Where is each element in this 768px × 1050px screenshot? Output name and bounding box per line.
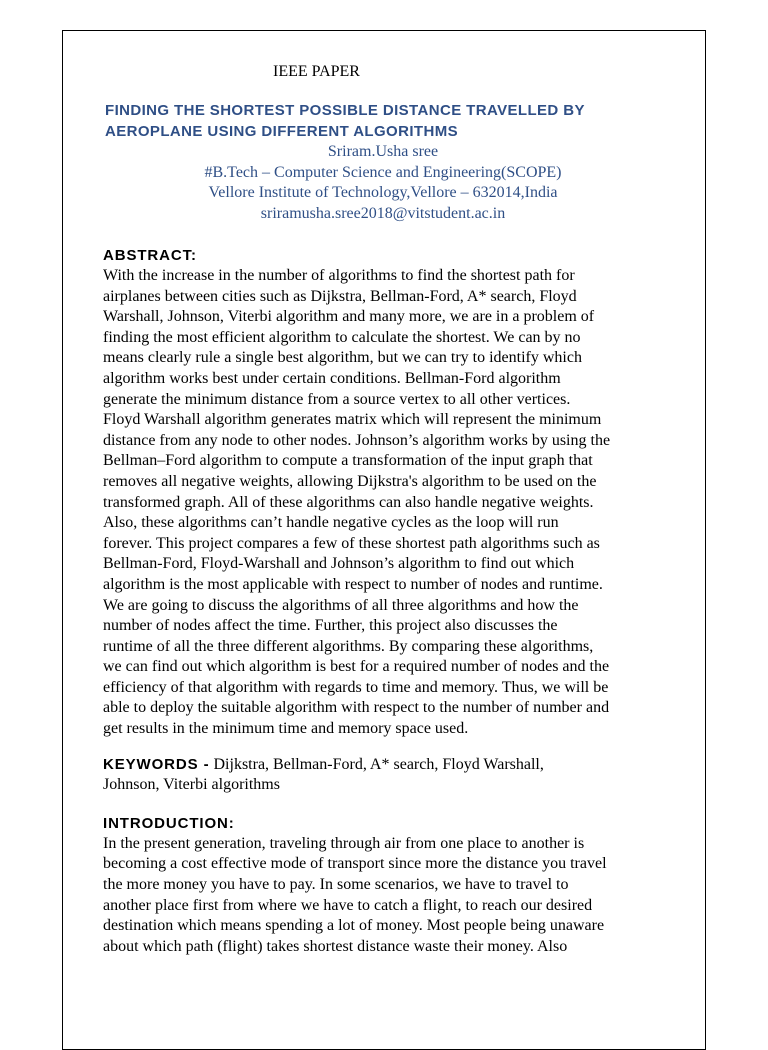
introduction-line: about which path (flight) takes shortest distance waste their money. Also — [103, 937, 568, 955]
abstract-line: transformed graph. All of these algorithms can also handle negative weights. — [103, 493, 594, 511]
paper-title — [105, 100, 663, 142]
abstract-line: efficiency of that algorithm with regards to time and memory. Thus, we will be — [103, 678, 609, 696]
abstract-heading: ABSTRACT: — [103, 247, 197, 264]
abstract-line: Floyd Warshall algorithm generates matrix which will represent the minimum — [103, 411, 602, 429]
abstract-line: algorithm is the most applicable with respect to number of nodes and runtime. — [103, 575, 603, 593]
abstract-line: removes all negative weights, allowing Dijkstra's algorithm to be used on the — [103, 472, 597, 490]
paper-title-line: AEROPLANE USING DIFFERENT ALGORITHMS — [105, 123, 459, 140]
introduction-line: the more money you have to pay. In some scenarios, we have to travel to — [103, 876, 569, 894]
author-institution: Vellore Institute of Technology,Vellore – 632014,India — [208, 184, 558, 201]
introduction-line: In the present generation, traveling through air from one place to another is — [103, 834, 585, 852]
keywords-line — [103, 755, 663, 776]
abstract-line: airplanes between cities such as Dijkstra, Bellman-Ford, A* search, Floyd — [103, 287, 577, 305]
keywords-label: KEYWORDS - — [103, 755, 210, 773]
keywords-list: Dijkstra, Bellman-Ford, A* search, Floyd Warshall, — [209, 755, 544, 773]
paper-page — [103, 58, 663, 957]
abstract-body — [103, 266, 663, 740]
abstract-line: Warshall, Johnson, Viterbi algorithm and many more, we are in a problem of — [103, 308, 595, 326]
keywords-list-continued: Johnson, Viterbi algorithms — [103, 776, 280, 794]
paper-label: IEEE PAPER — [273, 63, 360, 80]
introduction-body — [103, 834, 663, 958]
abstract-line: means clearly rule a single best algorithm, but we can try to identify which — [103, 349, 582, 367]
introduction-line: becoming a cost effective mode of transport since more the distance you travel — [103, 855, 607, 873]
abstract-line: Bellman–Ford algorithm to compute a transformation of the input graph that — [103, 452, 593, 470]
abstract-line: we can find out which algorithm is best for a required number of nodes and the — [103, 658, 610, 676]
abstract-line: number of nodes affect the time. Further, this project also discusses the — [103, 617, 558, 635]
keywords-section — [103, 755, 663, 796]
abstract-line: finding the most efficient algorithm to calculate the shortest. We can by no — [103, 328, 581, 346]
introduction-section — [103, 814, 663, 958]
abstract-line: We are going to discuss the algorithms of all three algorithms and how the — [103, 596, 579, 614]
abstract-line: runtime of all the three different algorithms. By comparing these algorithms, — [103, 637, 594, 655]
introduction-line: another place first from where we have to catch a flight, to reach our desired — [103, 896, 593, 914]
introduction-heading: INTRODUCTION: — [103, 814, 235, 832]
abstract-line: Also, these algorithms can’t handle negative cycles as the loop will run — [103, 514, 559, 532]
author-department: #B.Tech – Computer Science and Engineering(SCOPE) — [204, 163, 562, 181]
abstract-line: generate the minimum distance from a source vertex to all other vertices. — [103, 390, 571, 408]
abstract-line: able to deploy the suitable algorithm with respect to the number of number and — [103, 699, 610, 717]
abstract-section — [103, 246, 663, 740]
abstract-line: algorithm works best under certain conditions. Bellman-Ford algorithm — [103, 369, 561, 387]
keywords-line — [103, 775, 663, 796]
abstract-line: distance from any node to other nodes. Johnson’s algorithm works by using the — [103, 431, 611, 449]
abstract-line: get results in the minimum time and memory space used. — [103, 720, 469, 738]
author-email: sriramusha.sree2018@vitstudent.ac.in — [260, 204, 506, 222]
paper-header — [103, 62, 663, 224]
introduction-line: destination which means spending a lot of money. Most people being unaware — [103, 917, 605, 935]
abstract-line: With the increase in the number of algorithms to find the shortest path for — [103, 267, 575, 284]
paper-title-line: FINDING THE SHORTEST POSSIBLE DISTANCE TRAVELLED BY — [105, 102, 585, 119]
abstract-line: forever. This project compares a few of these shortest path algorithms such as — [103, 534, 600, 552]
author-name: Sriram.Usha sree — [327, 143, 439, 160]
abstract-line: Bellman-Ford, Floyd-Warshall and Johnson’s algorithm to find out which — [103, 555, 575, 573]
